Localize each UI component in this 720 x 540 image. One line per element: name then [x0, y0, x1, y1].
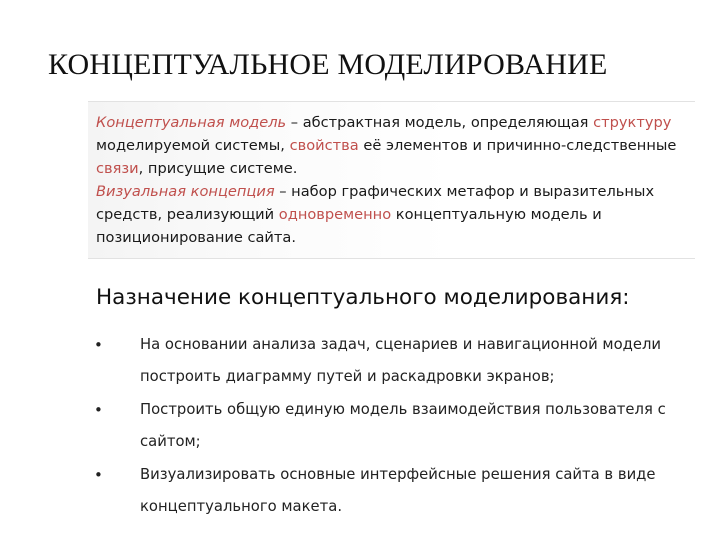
- list-item-2-line2: сайтом;: [140, 433, 201, 450]
- term-conceptual-model: Концептуальная модель: [96, 114, 287, 131]
- purpose-heading: Назначение концептуального моделирования:: [96, 285, 630, 310]
- bullet-icon: •: [94, 401, 103, 419]
- highlight-links: связи: [96, 160, 139, 177]
- def1-text-d: , присущие системе.: [138, 160, 298, 177]
- term-visual-concept: Визуальная концепция: [96, 183, 275, 200]
- highlight-structure: структуру: [593, 114, 672, 131]
- bullet-icon: •: [94, 466, 103, 484]
- highlight-properties: свойства: [289, 137, 359, 154]
- definitions-text: [96, 111, 696, 249]
- def2-text-a: – набор графических метафор и выразительных средств, реализующий: [96, 183, 655, 223]
- list-item-3-line1: Визуализировать основные интерфейсные решения сайта в виде: [140, 466, 656, 483]
- def1-text-a: – абстрактная модель, определяющая: [286, 114, 594, 131]
- list-item-2-line1: Построить общую единую модель взаимодействия пользователя с: [140, 401, 666, 418]
- slide-title: КОНЦЕПТУАЛЬНОЕ МОДЕЛИРОВАНИЕ: [48, 48, 608, 81]
- highlight-simultaneously: одновременно: [278, 206, 392, 223]
- def1-text-c: её элементов и причинно-следственные: [358, 137, 677, 154]
- def1-text-b: моделируемой системы,: [96, 137, 290, 154]
- list-item-1-line2: построить диаграмму путей и раскадровки экранов;: [140, 368, 555, 385]
- list-item-1-line1: На основании анализа задач, сценариев и навигационной модели: [140, 336, 662, 353]
- list-item-3-line2: концептуального макета.: [140, 498, 343, 515]
- bullet-icon: •: [94, 336, 103, 354]
- def2-text-b: концептуальную модель и позиционирование сайта.: [96, 206, 602, 246]
